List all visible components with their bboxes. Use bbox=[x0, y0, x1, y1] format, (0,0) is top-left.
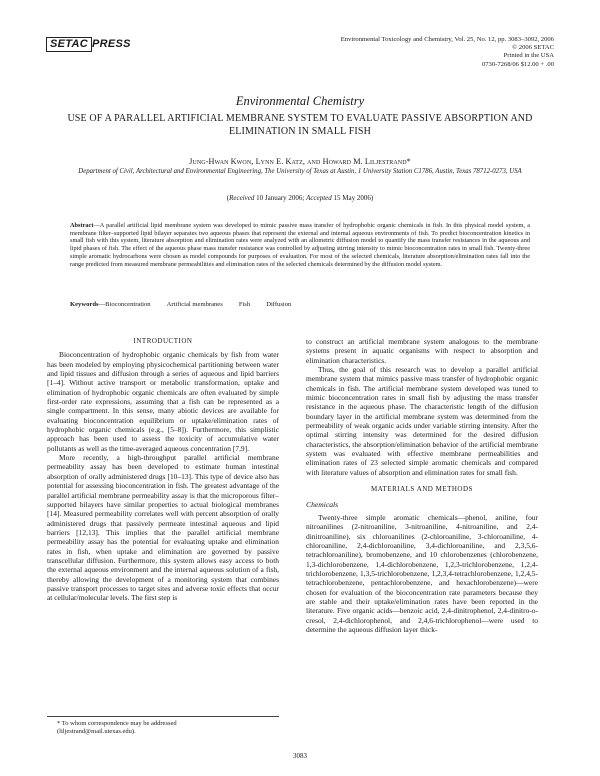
keyword: Diffusion bbox=[266, 301, 292, 308]
section-heading: Environmental Chemistry bbox=[235, 94, 365, 108]
methods-heading: MATERIALS AND METHODS bbox=[371, 485, 473, 494]
journal-citation bbox=[254, 36, 554, 69]
correspondence-footnote bbox=[47, 716, 279, 736]
keyword: —Bioconcentration bbox=[98, 301, 151, 308]
page-number: 3083 bbox=[293, 752, 307, 760]
abstract-label: Abstract bbox=[70, 222, 94, 229]
printed-line: Printed in the USA bbox=[503, 52, 554, 60]
introduction-heading: INTRODUCTION bbox=[133, 337, 193, 345]
footnote-email: (liljestrand@mail.utexas.edu). bbox=[57, 728, 136, 735]
left-column bbox=[47, 337, 279, 603]
accepted-date: 15 May 2006 bbox=[333, 194, 371, 202]
issn-line: 0730-7268/06 $12.00 + .00 bbox=[481, 60, 554, 68]
paragraph: Twenty-three simple aromatic chemicals—phenol, aniline, four nitroanilines (2-nitroaniline, 3-nitroaniline, 4-nitroaniline, and 2,4-dinitroaniline), six chloroanilines (2-chloroaniline, 3-chloroaniline, 4-chloroaniline, 2,4-dichloroaniline, 3,4-dichloroaniline, and 2,3,5,6-tetrachloroaniline), bromobenzene, and 10 chlorobenzenes (chlorobenzene, 1,3-dichlorobenzene, 1,4-dichlorobenzene, 1,2,3-trichlorobenzene, 1,2,4-trichlorobenzene, 1,3,5-trichlorobenzene, 1,2,3,4-tetrachlorobenzene, 1,2,4,5-tetrachlorobenzene, pentachlorobenzene, and hexachlorobenzene)—were chosen for evaluation of the bioconcentration rate parameters because they are stable and their uptake/elimination rates have been reported in the literature. Five organic acids—benzoic acid, 2,4-dinitrophenol, 2,4-dinitro-o-cresol, 2,4-dichlorophenol, and 2,4,6-trichlorophenol—were used to determine the aqueous diffusion layer thick- bbox=[306, 512, 538, 634]
logo-setac: SETAC bbox=[46, 37, 92, 52]
paragraph: Thus, the goal of this research was to develop a parallel artificial membrane system that mimics passive mass transfer of hydrophobic organic chemicals in fish. The artificial membrane system developed was tuned to mimic bioconcentration rates in small fish by adjusting the mass transfer resistance in the aqueous phase. The characteristic length of the diffusion boundary layer in the artificial membrane system was determined from the permeability of weak organic acids under variable stirring intensity. After the optimal stirring intensity was determined for the desired diffusion characteristics, the absorption/elimination behavior of the artificial membrane system was evaluated with effective membrane permeabilities and elimination rates of 23 selected simple aromatic chemicals and compared with literature values of absorption and elimination rates for small fish. bbox=[306, 365, 538, 477]
right-column bbox=[306, 337, 538, 634]
accepted-label: Accepted bbox=[306, 194, 332, 202]
keyword: Fish bbox=[238, 301, 251, 308]
received-date: 10 January 2006; bbox=[256, 194, 305, 202]
abstract-text: —A parallel artificial lipid membrane system was developed to mimic passive mass transfer of hydrophobic organic chemicals in fish. In this physical model system, a membrane filter–supported lipid bilayer separates two aqueous phases that represent the external and internal aqueous environments of fish. To predict bioconcentration kinetics in small fish with this system, literature absorption and elimination rates were analyzed with an allometric diffusion model to quantify the mass transfer resistances in the aqueous and lipid phases of fish. The effect of the aqueous phase mass transfer resistance was controlled by adjusting stirring intensity to mimic bioconcentration rates in small fish. Twenty-three simple aromatic hydrocarbons were chosen as model compounds for purposes of evaluation. For most of the selected chemicals, literature absorption/elimination rates fall into the range predicted from measured membrane permeabilities and elimination rates of the selected chemicals determined by the diffusion model system. bbox=[70, 222, 530, 268]
chemicals-subheading: Chemicals bbox=[306, 499, 339, 509]
keywords-label: Keywords bbox=[70, 301, 99, 308]
keyword: Artificial membranes bbox=[166, 301, 223, 308]
author-affiliation: Department of Civil, Architectural and Environmental Engineering, The University of Texas at Austin, 1 University Station C1786, Austin, Texas 78712-0273, USA bbox=[78, 168, 522, 175]
paren-open: ( bbox=[226, 194, 230, 202]
abstract bbox=[70, 222, 530, 268]
received-label: Received bbox=[229, 194, 255, 202]
logo-press: PRESS bbox=[91, 38, 131, 50]
author-list: Jung-Hwan Kwon, Lynn E. Katz, and Howard M. Liljestrand* bbox=[189, 157, 411, 166]
journal-line: Environmental Toxicology and Chemistry, Vol. 25, No. 12, pp. 3083–3092, 2006 bbox=[340, 36, 554, 43]
footnote-line: * To whom correspondence may be addressed bbox=[57, 720, 177, 727]
paren-close: ) bbox=[370, 194, 374, 202]
article-title: USE OF A PARALLEL ARTIFICIAL MEMBRANE SYSTEM TO EVALUATE PASSIVE ABSORPTION AND ELIMINATION IN SMALL FISH bbox=[67, 113, 533, 137]
paragraph: Bioconcentration of hydrophobic organic chemicals by fish from water has been modeled by employing physicochemical partitioning between water and lipid tissues and diffusion through a series of aqueous and lipid barriers [1–4]. Without active transport or metabolic transformation, uptake and elimination of hydrophobic organic chemicals are often evaluated by simple first-order rate expressions, assuming that a fish can be represented as a single compartment. In this sense, many abiotic devices are available for evaluating bioconcentration equilibrium or uptake/elimination rates of hydrophobic organic chemicals (e.g., [5–8]). Furthermore, this simplistic approach has been used to assess the toxicity of accumulative water pollutants as well as the time-averaged aqueous concentration [7,9]. bbox=[47, 350, 279, 453]
received-dates bbox=[0, 194, 600, 202]
copyright-line: © 2006 SETAC bbox=[512, 44, 554, 52]
setac-press-logo bbox=[46, 37, 131, 52]
keywords bbox=[70, 301, 530, 308]
paragraph: More recently, a high-throughput parallel artificial membrane permeability assay has been developed to estimate human intestinal absorption of orally administered drugs [10–13]. This type of device also has potential for assessing bioconcentration in fish. The greatest advantage of the parallel artificial membrane permeability assay is that the microporous filter–supported bilayers have similar properties to actual biological membranes [14]. Measured permeability correlates well with percent absorption of orally administered drugs that passively permeate intestinal aqueous and lipid barriers [12,13]. This implies that the parallel artificial membrane permeability assay has the potential for evaluating uptake and elimination rates in fish, when uptake and elimination are governed by passive transcellular diffusion. Furthermore, this system allows easy access to both the external aqueous environment and the internal aqueous solution of a fish, thereby allowing the development of a monitoring system that combines passive transport processes to target sites and adverse toxic effects that occur at cellular/molecular levels. The first step is bbox=[47, 453, 279, 603]
paragraph: to construct an artificial membrane system analogous to the membrane systems present in aquatic organisms with respect to absorption and elimination characteristics. bbox=[306, 337, 538, 365]
